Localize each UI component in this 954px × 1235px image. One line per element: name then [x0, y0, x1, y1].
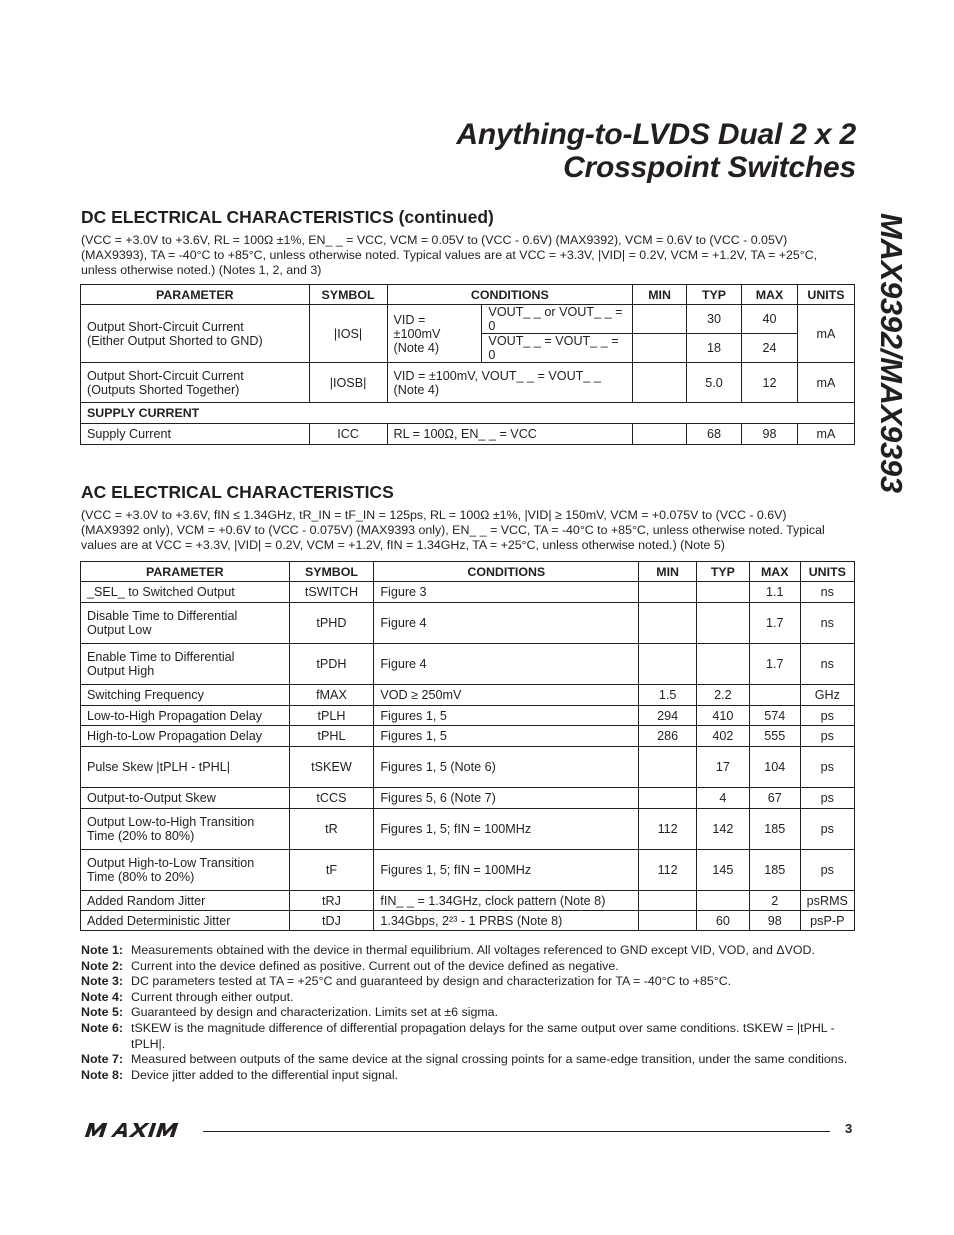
- sub-condition-cell: VOUT_ _ or VOUT_ _ = 0: [482, 305, 633, 334]
- condition-cell: Figure 4: [374, 644, 639, 685]
- param-cell: [81, 706, 290, 726]
- max-cell: 1.7: [749, 644, 800, 685]
- condition-cell: Figure 3: [374, 582, 639, 603]
- table-row: [81, 788, 855, 809]
- col-max: MAX: [749, 562, 800, 582]
- min-cell: 294: [639, 706, 697, 726]
- table-row: [81, 809, 855, 850]
- note-text: Guaranteed by design and characterization. Limits set at ±6 sigma.: [131, 1005, 499, 1020]
- note-text: DC parameters tested at TA = +25°C and guaranteed by design and characterization for TA = -40°C to +85°C.: [131, 974, 732, 989]
- min-cell: [633, 363, 687, 403]
- symbol-cell: tF: [289, 850, 374, 891]
- typ-cell: 17: [696, 747, 749, 788]
- param-cell: [81, 363, 310, 403]
- typ-cell: 30: [687, 305, 742, 334]
- param-line: Pulse Skew |tPLH - tPHL|: [87, 760, 231, 774]
- col-min: MIN: [633, 285, 687, 305]
- condition-cell: Figure 4: [374, 603, 639, 644]
- table-row: [81, 685, 855, 706]
- param-cell: [81, 603, 290, 644]
- col-units: UNITS: [797, 285, 854, 305]
- symbol-cell: fMAX: [289, 685, 374, 706]
- units-cell: ns: [800, 603, 854, 644]
- table-row: [81, 911, 855, 931]
- col-typ: TYP: [696, 562, 749, 582]
- supply-current-subheading: SUPPLY CURRENT: [81, 403, 855, 424]
- table-row: [81, 424, 855, 445]
- param-line: Output Low: [87, 623, 152, 637]
- typ-cell: 410: [696, 706, 749, 726]
- col-parameter: PARAMETER: [81, 562, 290, 582]
- condition-cell: Figures 1, 5 (Note 6): [374, 747, 639, 788]
- max-cell: 574: [749, 706, 800, 726]
- note-label: Note 5:: [81, 1005, 123, 1020]
- symbol-cell: tSKEW: [289, 747, 374, 788]
- param-line: Output High: [87, 664, 155, 678]
- units-cell: mA: [797, 305, 854, 363]
- note-label: Note 4:: [81, 989, 123, 1004]
- min-cell: [639, 644, 697, 685]
- note-label: Note 2:: [81, 958, 123, 973]
- col-typ: TYP: [687, 285, 742, 305]
- min-cell: [633, 305, 687, 334]
- symbol-cell: tPHL: [289, 726, 374, 747]
- note-text: Current into the device defined as positive. Current out of the device defined as negative.: [131, 958, 619, 973]
- col-min: MIN: [639, 562, 697, 582]
- symbol-cell: tSWITCH: [289, 582, 374, 603]
- table-row: [81, 582, 855, 603]
- maxim-logo: [84, 1121, 192, 1139]
- param-cell: [81, 911, 290, 931]
- param-line: Added Deterministic Jitter: [87, 913, 231, 928]
- min-cell: [639, 788, 697, 809]
- param-line: Output-to-Output Skew: [87, 791, 216, 805]
- condition-cell: Figures 5, 6 (Note 7): [374, 788, 639, 809]
- param-line: (Outputs Shorted Together): [87, 382, 240, 397]
- condition-cell: VOD ≥ 250mV: [374, 685, 639, 706]
- units-cell: mA: [797, 424, 854, 445]
- param-line: (Either Output Shorted to GND): [87, 333, 263, 348]
- note-item: [81, 943, 856, 959]
- condition-cell: [387, 305, 482, 363]
- units-cell: ns: [800, 644, 854, 685]
- min-cell: [639, 603, 697, 644]
- max-cell: 1.1: [749, 582, 800, 603]
- symbol-cell: tRJ: [289, 891, 374, 911]
- condition-cell: Figures 1, 5: [374, 706, 639, 726]
- param-cell: [81, 644, 290, 685]
- ac-condition-line: (MAX9392 only), VCM = +0.6V to (VCC - 0.075V) (MAX9393 only), EN_ _ = VCC, TA = -40°C to +85°C, unless otherwise noted. Typical: [81, 523, 825, 537]
- condition-cell: fIN_ _ = 1.34GHz, clock pattern (Note 8): [374, 891, 639, 911]
- symbol-cell: tPLH: [289, 706, 374, 726]
- col-parameter: PARAMETER: [81, 285, 310, 305]
- condition-cell: [387, 363, 633, 403]
- condition-line: VID = ±100mV: [393, 312, 441, 341]
- footer-divider: [203, 1131, 830, 1132]
- condition-cell: Figures 1, 5; fIN = 100MHz: [374, 850, 639, 891]
- max-cell: 185: [749, 850, 800, 891]
- title-line-2: Crosspoint Switches: [563, 151, 856, 184]
- ac-condition-line: (VCC = +3.0V to +3.6V, fIN ≤ 1.34GHz, tR_IN = tF_IN = 125ps, RL = 100Ω ±1%, |VID| ≥ 150mV, VCM = +0.075V to (VCC - 0.6V): [81, 508, 787, 522]
- units-cell: ps: [800, 850, 854, 891]
- note-label: Note 1:: [81, 943, 123, 957]
- col-units: UNITS: [800, 562, 854, 582]
- side-part-number: [873, 213, 909, 533]
- units-cell: ps: [800, 726, 854, 747]
- col-max: MAX: [742, 285, 798, 305]
- note-item: [81, 974, 856, 990]
- min-cell: [639, 747, 697, 788]
- col-conditions: CONDITIONS: [374, 562, 639, 582]
- notes-section: [81, 943, 856, 1083]
- typ-cell: 2.2: [696, 685, 749, 706]
- symbol-cell: tCCS: [289, 788, 374, 809]
- units-cell: GHz: [800, 685, 854, 706]
- min-cell: [639, 891, 697, 911]
- param-line: Time (20% to 80%): [87, 829, 195, 843]
- ac-header-row: [81, 562, 855, 582]
- param-line: Low-to-High Propagation Delay: [87, 708, 263, 723]
- param-cell: [81, 809, 290, 850]
- symbol-cell: tR: [289, 809, 374, 850]
- condition-line: (Note 4): [393, 382, 440, 397]
- units-cell: ns: [800, 582, 854, 603]
- symbol-cell: ICC: [309, 424, 387, 445]
- note-item: [81, 1021, 856, 1052]
- typ-cell: 5.0: [687, 363, 742, 403]
- max-cell: 98: [749, 911, 800, 931]
- table-row: [81, 603, 855, 644]
- param-cell: Supply Current: [81, 424, 310, 445]
- typ-cell: [696, 891, 749, 911]
- title-line-1: Anything-to-LVDS Dual 2 x 2: [456, 118, 856, 151]
- table-row: [81, 850, 855, 891]
- min-cell: 1.5: [639, 685, 697, 706]
- note-text: Measured between outputs of the same device at the signal crossing points for a same-edge transition, under the same conditions.: [131, 1052, 848, 1067]
- max-cell: 104: [749, 747, 800, 788]
- dc-condition-line: (MAX9393), TA = -40°C to +85°C, unless otherwise noted. Typical values are at VCC = +3.3V, |VID| = 0.2V, VCM = +1.2V, TA = +25°C,: [81, 248, 818, 262]
- typ-cell: 145: [696, 850, 749, 891]
- typ-cell: 142: [696, 809, 749, 850]
- param-line: Output High-to-Low Transition: [87, 856, 255, 870]
- condition-cell: 1.34Gbps, 2²³ - 1 PRBS (Note 8): [374, 911, 639, 931]
- condition-cell: RL = 100Ω, EN_ _ = VCC: [387, 424, 633, 445]
- param-line: Switching Frequency: [87, 688, 204, 702]
- max-cell: 2: [749, 891, 800, 911]
- condition-cell: Figures 1, 5: [374, 726, 639, 747]
- note-item: [81, 1068, 856, 1084]
- note-label: Note 6:: [81, 1020, 123, 1035]
- units-cell: psRMS: [800, 891, 854, 911]
- param-line: Output Low-to-High Transition: [87, 815, 255, 829]
- min-cell: 112: [639, 809, 697, 850]
- ac-table: [80, 561, 855, 931]
- typ-cell: 68: [687, 424, 742, 445]
- logo-text: MAXIM: [84, 1121, 88, 1122]
- max-cell: 1.7: [749, 603, 800, 644]
- note-item: [81, 1005, 856, 1021]
- min-cell: [633, 334, 687, 363]
- note-text: Measurements obtained with the device in thermal equilibrium. All voltages referenced to GND except VID, VOD, and ΔVOD.: [131, 943, 815, 957]
- note-label: Note 8:: [81, 1067, 123, 1082]
- units-cell: ps: [800, 788, 854, 809]
- col-symbol: SYMBOL: [309, 285, 387, 305]
- max-cell: 98: [742, 424, 798, 445]
- param-line: High-to-Low Propagation Delay: [87, 729, 263, 743]
- param-cell: [81, 747, 290, 788]
- symbol-cell: tPHD: [289, 603, 374, 644]
- units-cell: psP-P: [800, 911, 854, 931]
- param-cell: [81, 788, 290, 809]
- symbol-cell: |IOSB|: [309, 363, 387, 403]
- max-cell: [749, 685, 800, 706]
- table-row: [81, 726, 855, 747]
- param-line: Added Random Jitter: [87, 893, 206, 908]
- typ-cell: [696, 603, 749, 644]
- param-cell: [81, 305, 310, 363]
- units-cell: mA: [797, 363, 854, 403]
- note-label: Note 3:: [81, 974, 123, 989]
- param-line: _SEL_ to Switched Output: [87, 585, 235, 599]
- min-cell: 112: [639, 850, 697, 891]
- typ-cell: 60: [696, 911, 749, 931]
- param-cell: [81, 685, 290, 706]
- table-row: [81, 747, 855, 788]
- dc-condition-line: (VCC = +3.0V to +3.6V, RL = 100Ω ±1%, EN_ _ = VCC, VCM = 0.05V to (VCC - 0.6V) (MAX9392), VCM = 0.6V to (VCC - 0.05V): [81, 233, 788, 247]
- dc-heading: DC ELECTRICAL CHARACTERISTICS (continued): [81, 207, 494, 227]
- units-cell: ps: [800, 747, 854, 788]
- param-cell: [81, 850, 290, 891]
- max-cell: 24: [742, 334, 798, 363]
- side-part-number-text: MAX9392/MAX9393: [874, 213, 909, 493]
- max-cell: 40: [742, 305, 798, 334]
- param-cell: [81, 582, 290, 603]
- param-line: Enable Time to Differential: [87, 650, 235, 664]
- ac-table-body: [81, 582, 855, 931]
- param-line: Disable Time to Differential: [87, 609, 238, 623]
- typ-cell: [696, 582, 749, 603]
- typ-cell: 18: [687, 334, 742, 363]
- ac-condition-line: values are at VCC = +3.3V, |VID| = 0.2V, VCM = +1.2V, fIN = 1.34GHz, TA = +25°C, unless otherwise noted.) (Note 5): [81, 538, 725, 552]
- note-item: [81, 959, 856, 975]
- dc-table: [80, 284, 855, 445]
- symbol-cell: |IOS|: [309, 305, 387, 363]
- note-item: [81, 1052, 856, 1068]
- page-title: [456, 118, 856, 184]
- ac-heading: AC ELECTRICAL CHARACTERISTICS: [81, 482, 394, 502]
- units-cell: ps: [800, 809, 854, 850]
- col-conditions: CONDITIONS: [387, 285, 633, 305]
- col-symbol: SYMBOL: [289, 562, 374, 582]
- table-row: [81, 305, 855, 334]
- table-row: [81, 891, 855, 911]
- page-number: 3: [845, 1121, 853, 1136]
- ac-conditions: [81, 508, 854, 553]
- units-cell: ps: [800, 706, 854, 726]
- param-cell: [81, 726, 290, 747]
- param-line: Output Short-Circuit Current: [87, 319, 244, 334]
- note-label: Note 7:: [81, 1052, 123, 1067]
- table-row: [81, 706, 855, 726]
- table-row: [81, 363, 855, 403]
- param-line: Time (80% to 20%): [87, 870, 195, 884]
- min-cell: [633, 424, 687, 445]
- max-cell: 185: [749, 809, 800, 850]
- condition-line: VID = ±100mV, VOUT_ _ = VOUT_ _: [393, 368, 601, 383]
- min-cell: [639, 582, 697, 603]
- table-row: [81, 644, 855, 685]
- subheading-row: [81, 403, 855, 424]
- condition-cell: Figures 1, 5; fIN = 100MHz: [374, 809, 639, 850]
- typ-cell: 4: [696, 788, 749, 809]
- sub-condition-cell: VOUT_ _ = VOUT_ _ = 0: [482, 334, 633, 363]
- symbol-cell: tPDH: [289, 644, 374, 685]
- param-line: Output Short-Circuit Current: [87, 368, 244, 383]
- param-cell: [81, 891, 290, 911]
- max-cell: 12: [742, 363, 798, 403]
- note-text: tSKEW is the magnitude difference of differential propagation delays for the same output over same conditions. tSKEW = |tPHL - tPLH|.: [131, 1020, 835, 1051]
- min-cell: [639, 911, 697, 931]
- min-cell: 286: [639, 726, 697, 747]
- max-cell: 67: [749, 788, 800, 809]
- max-cell: 555: [749, 726, 800, 747]
- typ-cell: [696, 644, 749, 685]
- note-item: [81, 990, 856, 1006]
- note-text: Current through either output.: [131, 989, 294, 1004]
- typ-cell: 402: [696, 726, 749, 747]
- dc-condition-line: unless otherwise noted.) (Notes 1, 2, and 3): [81, 263, 322, 277]
- dc-conditions: [81, 233, 854, 278]
- symbol-cell: tDJ: [289, 911, 374, 931]
- dc-header-row: [81, 285, 855, 305]
- note-text: Device jitter added to the differential input signal.: [131, 1067, 399, 1082]
- condition-line: (Note 4): [393, 340, 440, 355]
